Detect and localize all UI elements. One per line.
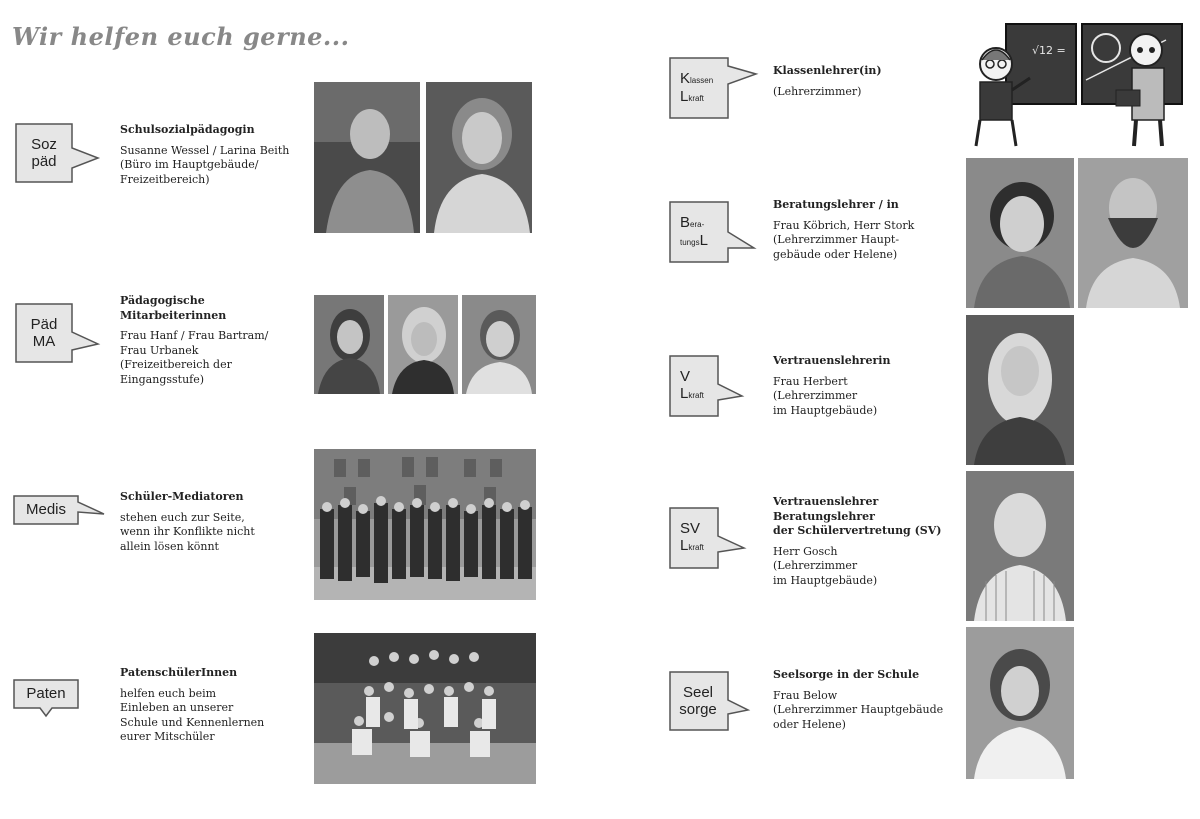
info-heading: PatenschülerInnen [120,666,238,679]
photo-portrait [966,471,1074,621]
badge-klassen-lkraft [668,56,760,120]
info-block-sv-vertrauenslehrer [773,495,973,588]
info-block-vertrauenslehrerin [773,354,963,418]
svg-text:√12 =: √12 = [1032,44,1066,57]
info-description: helfen euch beim Einleben an unserer Schule und Kennenlernen eurer Mitschüler [120,686,265,743]
badge-paten [12,678,82,718]
badge-medis [12,494,108,526]
info-description: (Lehrerzimmer) [773,84,862,98]
photo-portrait [426,82,532,233]
info-block-schulsozialpaedagogin [120,123,305,187]
info-description: Frau Herbert (Lehrerzimmer im Hauptgebäude) [773,374,878,417]
photo-portrait [1078,158,1188,308]
info-heading: Beratungslehrer / in [773,198,899,211]
photo-group [314,633,536,784]
badge-line: Bera- [680,213,705,231]
info-block-patenschuelerinnen [120,666,305,745]
photo-portrait [966,315,1074,465]
info-block-beratungslehrer [773,198,963,262]
badge-line: Lkraft [680,537,704,555]
badge-line: Medis [25,501,66,519]
badge-paed-ma [14,302,104,364]
badge-line: Seel [682,683,714,701]
badge-line: tungsL [680,232,708,249]
badge-line: Soz [31,135,57,153]
badge-beratungs-l [668,200,758,264]
info-block-paedagogische-mitarbeiterinnen [120,294,305,387]
badge-line: Klassen [680,69,714,87]
info-heading: Seelsorge in der Schule [773,668,920,681]
badge-line: Lkraft [680,88,704,105]
photo-portrait [314,82,420,233]
badge-sozpaed [14,122,104,184]
photo-portrait [388,295,458,394]
badge-line: SV [680,520,701,538]
info-description: Frau Below (Lehrerzimmer Hauptgebäude oder Helene) [773,688,944,731]
info-description: Susanne Wessel / Larina Beith (Büro im Hauptgebäude/ Freizeitbereich) [120,143,290,186]
photo-portrait [462,295,536,394]
info-heading: Schulsozialpädagogin [120,123,255,136]
badge-sv-lkraft [668,506,748,570]
badge-line: V [680,368,691,386]
badge-line: Päd [30,315,58,333]
info-heading: Vertrauenslehrer Beratungslehrer der Schülervertretung (SV) [773,495,942,537]
info-description: Herr Gosch (Lehrerzimmer im Hauptgebäude) [773,544,878,587]
photo-portrait [314,295,384,394]
info-block-klassenlehrer [773,64,963,99]
badge-v-lkraft [668,354,746,418]
info-heading: Klassenlehrer(in) [773,64,882,77]
info-block-schueler-mediatoren [120,490,305,554]
photo-group [314,449,536,600]
badge-seelsorge [668,670,752,732]
info-description: Frau Hanf / Frau Bartram/ Frau Urbanek (Freizeitbereich der Eingangsstufe) [120,329,269,386]
page-title: Wir helfen euch gerne... [12,22,350,51]
info-description: Frau Köbrich, Herr Stork (Lehrerzimmer Haupt- gebäude oder Helene) [773,218,915,261]
badge-line: Paten [26,685,66,703]
info-heading: Pädagogische Mitarbeiterinnen [120,294,227,322]
badge-line: sorge [679,701,717,718]
info-heading: Vertrauenslehrerin [773,354,891,367]
info-block-seelsorge [773,668,963,732]
photo-portrait [966,158,1074,308]
badge-line: MA [32,333,56,350]
teacher-cartoon [966,20,1186,148]
badge-line: päd [31,153,57,170]
badge-line: Lkraft [680,385,704,403]
info-description: stehen euch zur Seite, wenn ihr Konflikte nicht allein lösen könnt [120,510,255,553]
info-heading: Schüler-Mediatoren [120,490,244,503]
photo-portrait [966,627,1074,779]
